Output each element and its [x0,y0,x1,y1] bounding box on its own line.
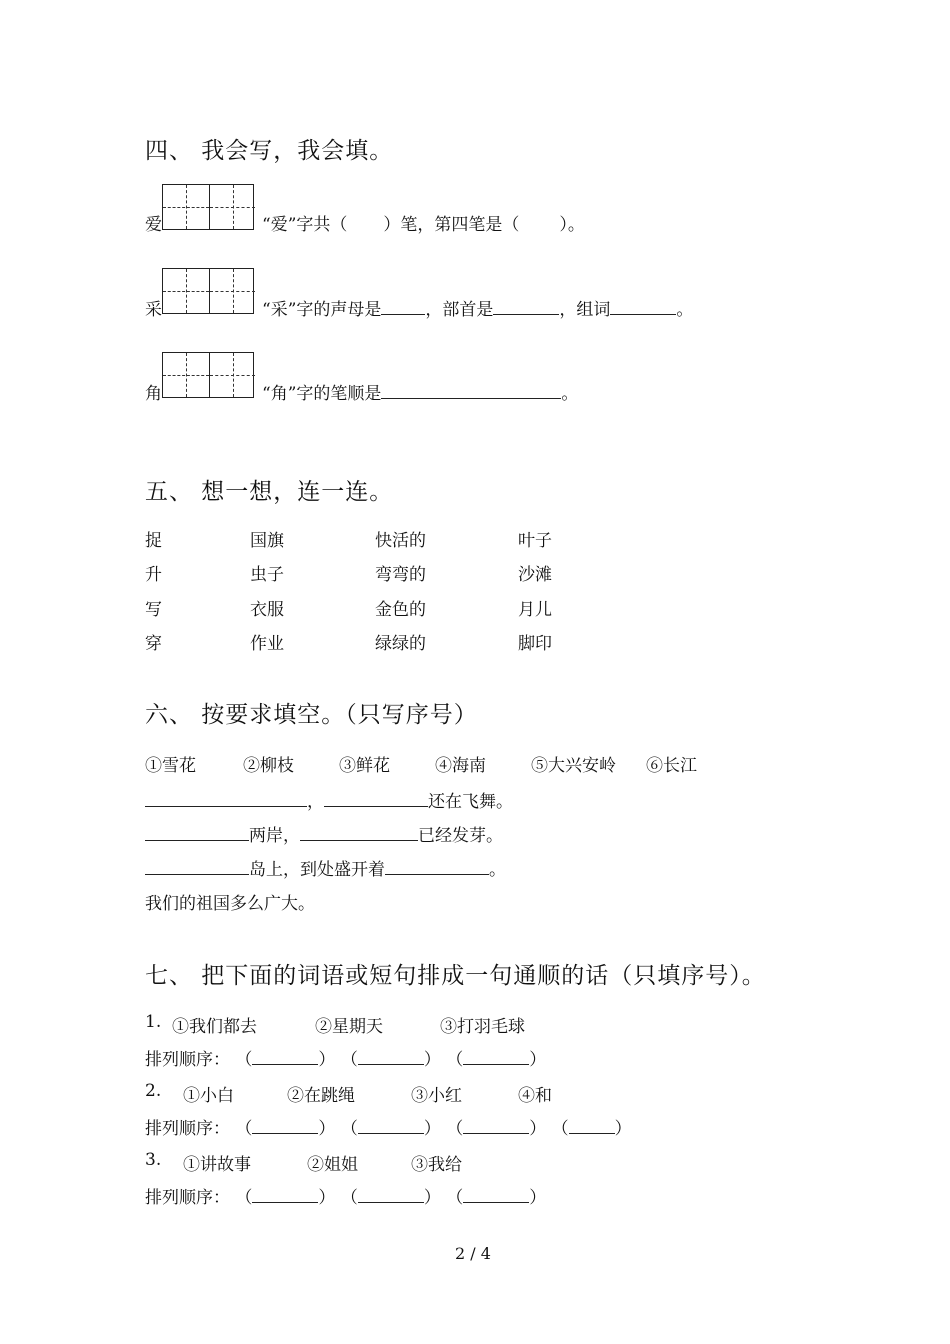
cai-blank-word[interactable] [610,298,676,315]
fill-text: ， [307,792,324,812]
fill-text: 。 [489,860,506,880]
section-5-title: 五、 想一想，连一连。 [145,479,394,505]
match-col1-item[interactable]: 捉 [145,531,162,551]
order-label: 排列顺序： [145,1188,230,1208]
fill-blank[interactable] [385,858,489,875]
writing-grid-jiao[interactable] [162,352,254,398]
ai-text-3: ）。 [559,215,585,235]
paren: （ [235,1188,253,1208]
q3-item: ①讲故事 [183,1155,251,1175]
option: ⑤大兴安岭 [531,756,616,776]
fill-line-4: 我们的祖国多么广大。 [145,894,315,914]
cai-text-2: ，部首是 [425,300,494,320]
paren: （ [446,1119,464,1139]
fill-text: 岛上，到处盛开着 [249,860,385,880]
paren: ） [423,1188,441,1208]
order-blank[interactable] [463,1117,529,1134]
match-col2-item[interactable]: 作业 [250,634,284,654]
paren: （ [235,1119,253,1139]
jiao-text-1: “角”字的笔顺是 [262,384,382,404]
option: ⑥长江 [646,756,697,776]
paren: ） [529,1050,547,1070]
paren: （ [551,1119,569,1139]
paren: ） [318,1188,336,1208]
fill-line-2 [145,821,503,846]
paren: （ [446,1188,464,1208]
cai-blank-initial[interactable] [381,298,425,315]
q2-item: ③小红 [411,1086,462,1106]
fill-text: 两岸， [249,826,300,846]
paren: ） [423,1119,441,1139]
option: ③鲜花 [339,756,390,776]
fill-text: 还在飞舞。 [428,792,513,812]
match-col2-item[interactable]: 虫子 [250,565,284,585]
writing-grid-ai[interactable] [162,184,254,230]
order-blank[interactable] [252,1117,318,1134]
order-blank[interactable] [252,1048,318,1065]
q2-order-row [145,1114,632,1139]
option: ④海南 [435,756,486,776]
match-col4-item[interactable]: 沙滩 [518,565,552,585]
char-ai: 爱 [145,215,162,235]
q1-number: 1. [145,1012,162,1032]
fill-blank[interactable] [145,824,249,841]
ai-question [262,210,585,235]
paren: ） [529,1119,547,1139]
match-col3-item[interactable]: 弯弯的 [375,565,426,585]
paren: （ [446,1050,464,1070]
section-4-title: 四、 我会写，我会填。 [145,138,394,164]
paren: （ [340,1119,358,1139]
cai-question [262,295,693,320]
match-col2-item[interactable]: 衣服 [250,600,284,620]
cai-text-1: “采”字的声母是 [262,300,382,320]
fill-blank[interactable] [300,824,418,841]
order-blank[interactable] [569,1117,615,1134]
q3-number: 3. [145,1150,162,1170]
ai-text-2: ）笔，第四笔是（ [383,215,520,235]
fill-text: 已经发芽。 [418,826,503,846]
jiao-text-2: 。 [561,384,579,404]
order-label: 排列顺序： [145,1119,230,1139]
order-label: 排列顺序： [145,1050,230,1070]
cai-blank-radical[interactable] [493,298,559,315]
jiao-question [262,379,578,404]
match-col1-item[interactable]: 写 [145,600,162,620]
fill-line-3 [145,855,506,880]
q1-order-row [145,1045,546,1070]
order-blank[interactable] [463,1186,529,1203]
fill-blank[interactable] [145,790,307,807]
q3-item: ③我给 [411,1155,462,1175]
match-col3-item[interactable]: 金色的 [375,600,426,620]
paren: ） [318,1119,336,1139]
match-col3-item[interactable]: 绿绿的 [375,634,426,654]
ai-text-1: “爱”字共（ [262,215,348,235]
q3-order-row [145,1183,546,1208]
order-blank[interactable] [358,1117,424,1134]
cai-text-3: ，组词 [559,300,611,320]
page-number: 2 / 4 [455,1244,491,1263]
jiao-blank-order[interactable] [381,382,561,399]
cai-text-4: 。 [676,300,694,320]
order-blank[interactable] [358,1186,424,1203]
q1-item: ①我们都去 [172,1017,257,1037]
fill-blank[interactable] [324,790,428,807]
fill-line-1 [145,787,513,812]
match-col4-item[interactable]: 月儿 [518,600,552,620]
order-blank[interactable] [463,1048,529,1065]
match-col1-item[interactable]: 升 [145,565,162,585]
q2-item: ②在跳绳 [287,1086,355,1106]
option: ②柳枝 [243,756,294,776]
q2-number: 2. [145,1081,162,1101]
q1-item: ②星期天 [315,1017,383,1037]
match-col2-item[interactable]: 国旗 [250,531,284,551]
paren: ） [614,1119,632,1139]
paren: ） [529,1188,547,1208]
writing-grid-cai[interactable] [162,268,254,314]
match-col4-item[interactable]: 叶子 [518,531,552,551]
char-cai: 采 [145,300,162,320]
section-7-title: 七、 把下面的词语或短句排成一句通顺的话（只填序号）。 [145,963,766,989]
paren: ） [423,1050,441,1070]
paren: （ [340,1188,358,1208]
match-col3-item[interactable]: 快活的 [375,531,426,551]
paren: （ [340,1050,358,1070]
order-blank[interactable] [358,1048,424,1065]
option: ①雪花 [145,756,196,776]
match-col1-item[interactable]: 穿 [145,634,162,654]
q2-item: ④和 [518,1086,552,1106]
section-6-title: 六、 按要求填空。（只写序号） [145,702,478,728]
paren: （ [235,1050,253,1070]
q1-item: ③打羽毛球 [440,1017,525,1037]
match-col4-item[interactable]: 脚印 [518,634,552,654]
fill-blank[interactable] [145,858,249,875]
char-jiao: 角 [145,384,162,404]
paren: ） [318,1050,336,1070]
q3-item: ②姐姐 [307,1155,358,1175]
order-blank[interactable] [252,1186,318,1203]
q2-item: ①小白 [183,1086,234,1106]
